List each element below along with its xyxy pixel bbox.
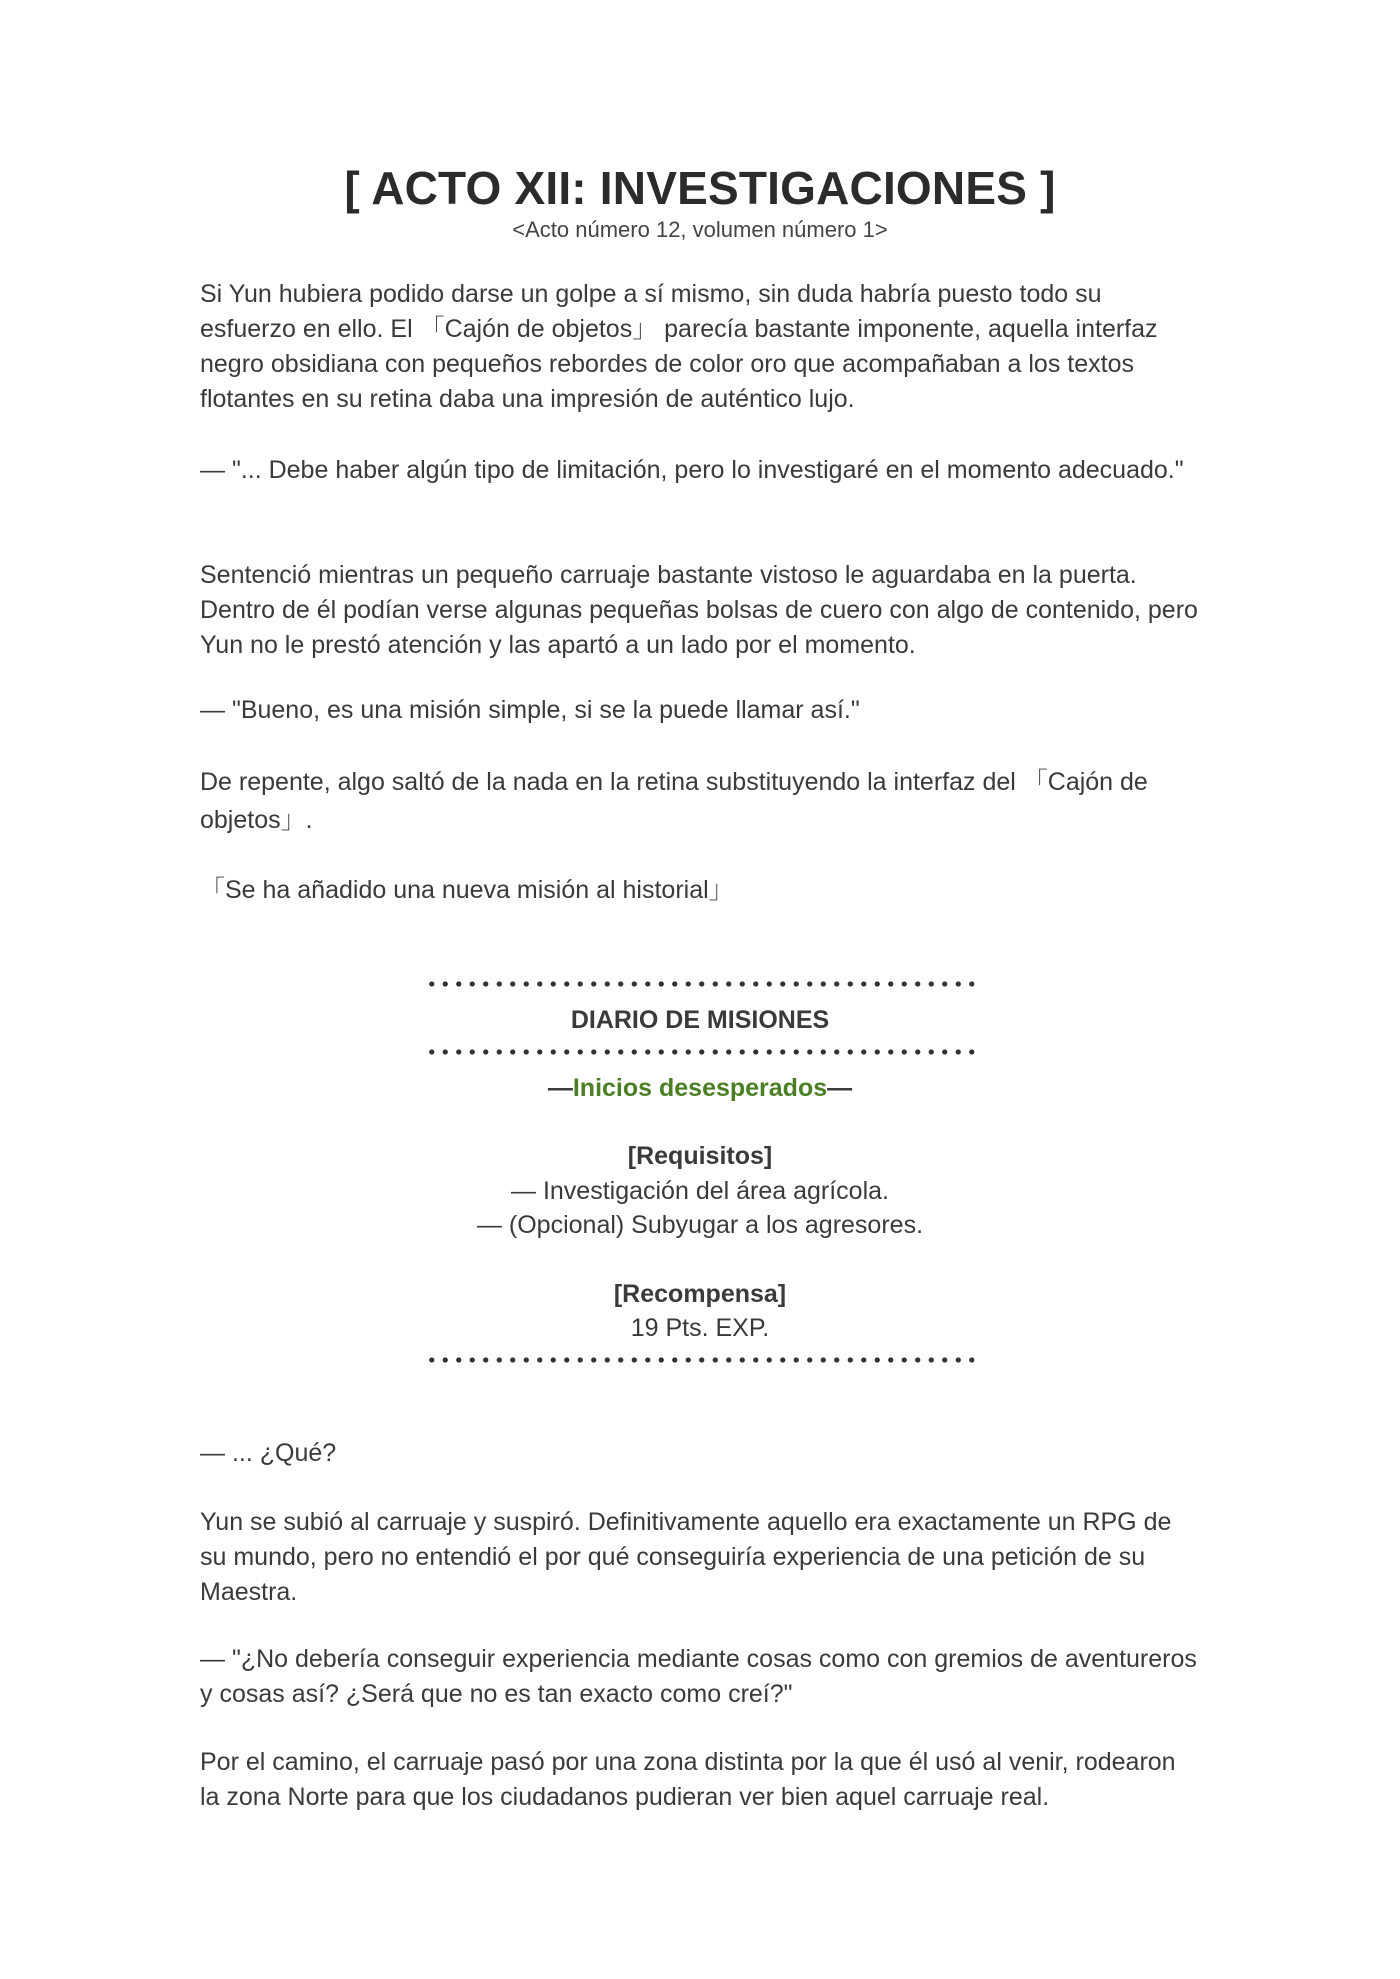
reward-label: [Recompensa]: [613, 1280, 787, 1308]
quest-name-dash-right: —: [827, 1074, 853, 1102]
dotted-divider-top: [425, 980, 975, 988]
quest-name-line: [0, 1071, 1400, 1105]
paragraph-2: — "... Debe haber algún tipo de limitación, pero lo investigaré en el momento adecuado.": [200, 456, 1184, 484]
requirement-item-2: — (Opcional) Subyugar a los agresores.: [476, 1211, 924, 1239]
paragraph-4: — "Bueno, es una misión simple, si se la puede llamar así.": [200, 696, 860, 724]
quest-name: Inicios desesperados: [572, 1074, 828, 1102]
paragraph-6: 「Se ha añadido una nueva misión al historial」: [200, 876, 734, 904]
paragraph-10: Por el camino, el carruaje pasó por una zona distinta por la que él usó al venir, rodearon la zona Norte para que los ciudadanos pudieran ver bien aquel carruaje real.: [200, 1748, 1176, 1811]
chapter-title: [ ACTO XII: INVESTIGACIONES ]: [344, 162, 1056, 214]
paragraph-3: Sentenció mientras un pequeño carruaje bastante vistoso le aguardaba en la puerta. Dentro de él podían verse algunas pequeñas bolsas de cuero con algo de contenido, pero Yun no le prestó atención y las apartó a un lado por el momento.: [200, 561, 1198, 659]
paragraph-1: Si Yun hubiera podido darse un golpe a sí mismo, sin duda habría puesto todo su esfuerzo en ello. El 「Cajón de objetos」 parecía bastante imponente, aquella interfaz negro obsidiana con pequeños rebordes de color oro que acompañaban a los textos flotantes en su retina daba una impresión de auténtico lujo.: [200, 280, 1158, 413]
dotted-divider-bottom: [425, 1356, 975, 1364]
paragraph-8: Yun se subió al carruaje y suspiró. Definitivamente aquello era exactamente un RPG de su mundo, pero no entendió el por qué conseguiría experiencia de una petición de su Maestra.: [200, 1508, 1172, 1606]
paragraph-9: — "¿No debería conseguir experiencia mediante cosas como con gremios de aventureros y cosas así? ¿Será que no es tan exacto como creí?": [200, 1645, 1197, 1708]
chapter-subtitle: <Acto número 12, volumen número 1>: [512, 217, 888, 242]
requirement-item-1: — Investigación del área agrícola.: [511, 1177, 889, 1205]
paragraph-7: — ... ¿Qué?: [200, 1439, 337, 1467]
dotted-divider-middle: [425, 1048, 975, 1056]
reward-value: 19 Pts. EXP.: [630, 1314, 770, 1342]
requirements-label: [Requisitos]: [627, 1142, 773, 1170]
quest-log-header: DIARIO DE MISIONES: [570, 1006, 830, 1034]
quest-name-dash-left: —: [547, 1074, 573, 1102]
paragraph-5: De repente, algo saltó de la nada en la retina substituyendo la interfaz del 「Cajón de objetos」.: [200, 768, 1148, 834]
